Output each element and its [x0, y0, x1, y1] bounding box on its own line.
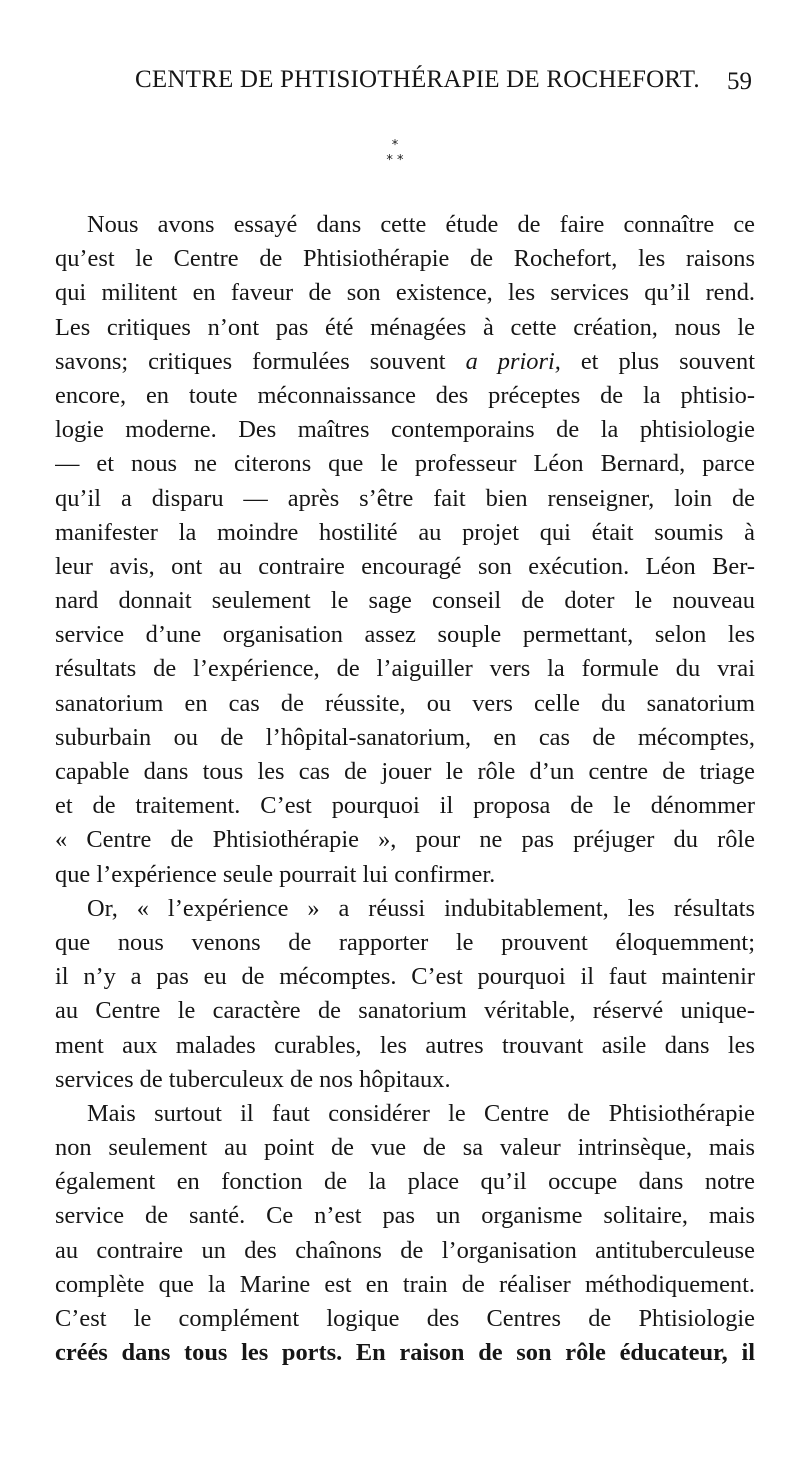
text-line: — et nous ne citerons que le professeur Léon Bernard, parce: [55, 450, 755, 478]
text-line: service de santé. Ce n’est pas un organisme solitaire, mais: [55, 1202, 755, 1230]
text-fragment: et plus souvent: [560, 347, 755, 375]
text-line: Mais surtout il faut considérer le Centre de Phtisiothérapie: [87, 1099, 755, 1127]
text-line: nard donnait seulement le sage conseil de doter le nouveau: [55, 587, 755, 615]
text-fragment: savons; critiques formulées souvent: [55, 347, 446, 375]
text-line: qui militent en faveur de son existence, les services qu’il rend.: [55, 279, 755, 307]
text-line: complète que la Marine est en train de réaliser méthodiquement.: [55, 1270, 755, 1298]
text-line: logie moderne. Des maîtres contemporains de la phtisiologie: [55, 416, 755, 444]
asterism-separator: [370, 138, 420, 178]
italic-phrase: a priori,: [465, 347, 561, 375]
text-line: Nous avons essayé dans cette étude de faire connaître ce: [87, 211, 755, 238]
text-line: au Centre le caractère de sanatorium véritable, réservé unique-: [55, 997, 755, 1025]
text-line: service d’une organisation assez souple permettant, selon les: [55, 621, 755, 649]
text-line: « Centre de Phtisiothérapie », pour ne pas préjuger du rôle: [55, 826, 755, 854]
text-line: également en fonction de la place qu’il occupe dans notre: [55, 1168, 755, 1196]
page-number: 59: [727, 68, 752, 95]
text-line: qu’est le Centre de Phtisiothérapie de Rochefort, les raisons: [55, 245, 755, 273]
text-line: Or, « l’expérience » a réussi indubitablement, les résultats: [87, 894, 755, 922]
text-line: non seulement au point de vue de sa valeur intrinsèque, mais: [55, 1134, 755, 1162]
asterism-bottom: * *: [386, 153, 404, 168]
text-line: et de traitement. C’est pourquoi il proposa de le dénommer: [55, 792, 755, 820]
text-line: créés dans tous les ports. En raison de son rôle éducateur, il: [55, 1339, 755, 1367]
text-line: que nous venons de rapporter le prouvent éloquemment;: [55, 928, 755, 956]
text-line: ment aux malades curables, les autres trouvant asile dans les: [55, 1031, 755, 1059]
asterism-top: *: [391, 138, 399, 153]
text-line: suburbain ou de l’hôpital-sanatorium, en cas de mécomptes,: [55, 723, 755, 751]
text-line: encore, en toute méconnaissance des préceptes de la phtisio-: [55, 381, 755, 409]
body-text: [55, 208, 755, 1370]
text-line: Les critiques n’ont pas été ménagées à cette création, nous le: [55, 313, 755, 341]
text-line: services de tuberculeux de nos hôpitaux.: [55, 1065, 451, 1093]
running-title: CENTRE DE PHTISIOTHÉRAPIE DE ROCHEFORT.: [135, 66, 700, 93]
text-line: leur avis, ont au contraire encouragé son exécution. Léon Ber-: [55, 552, 755, 580]
text-line: capable dans tous les cas de jouer le rôle d’un centre de triage: [55, 758, 755, 785]
running-header: [55, 66, 760, 106]
text-line: manifester la moindre hostilité au projet qui était soumis à: [55, 518, 755, 546]
text-line: que l’expérience seule pourrait lui confirmer.: [55, 860, 496, 888]
text-line: sanatorium en cas de réussite, ou vers celle du sanatorium: [55, 689, 755, 717]
text-line: qu’il a disparu — après s’être fait bien renseigner, loin de: [55, 484, 755, 512]
text-line: C’est le complément logique des Centres de Phtisiologie: [55, 1305, 755, 1332]
text-line: au contraire un des chaînons de l’organisation antituberculeuse: [55, 1236, 755, 1264]
text-line: il n’y a pas eu de mécomptes. C’est pourquoi il faut maintenir: [55, 963, 755, 991]
text-line-with-italic: [55, 345, 755, 379]
text-line: résultats de l’expérience, de l’aiguiller vers la formule du vrai: [55, 655, 755, 683]
